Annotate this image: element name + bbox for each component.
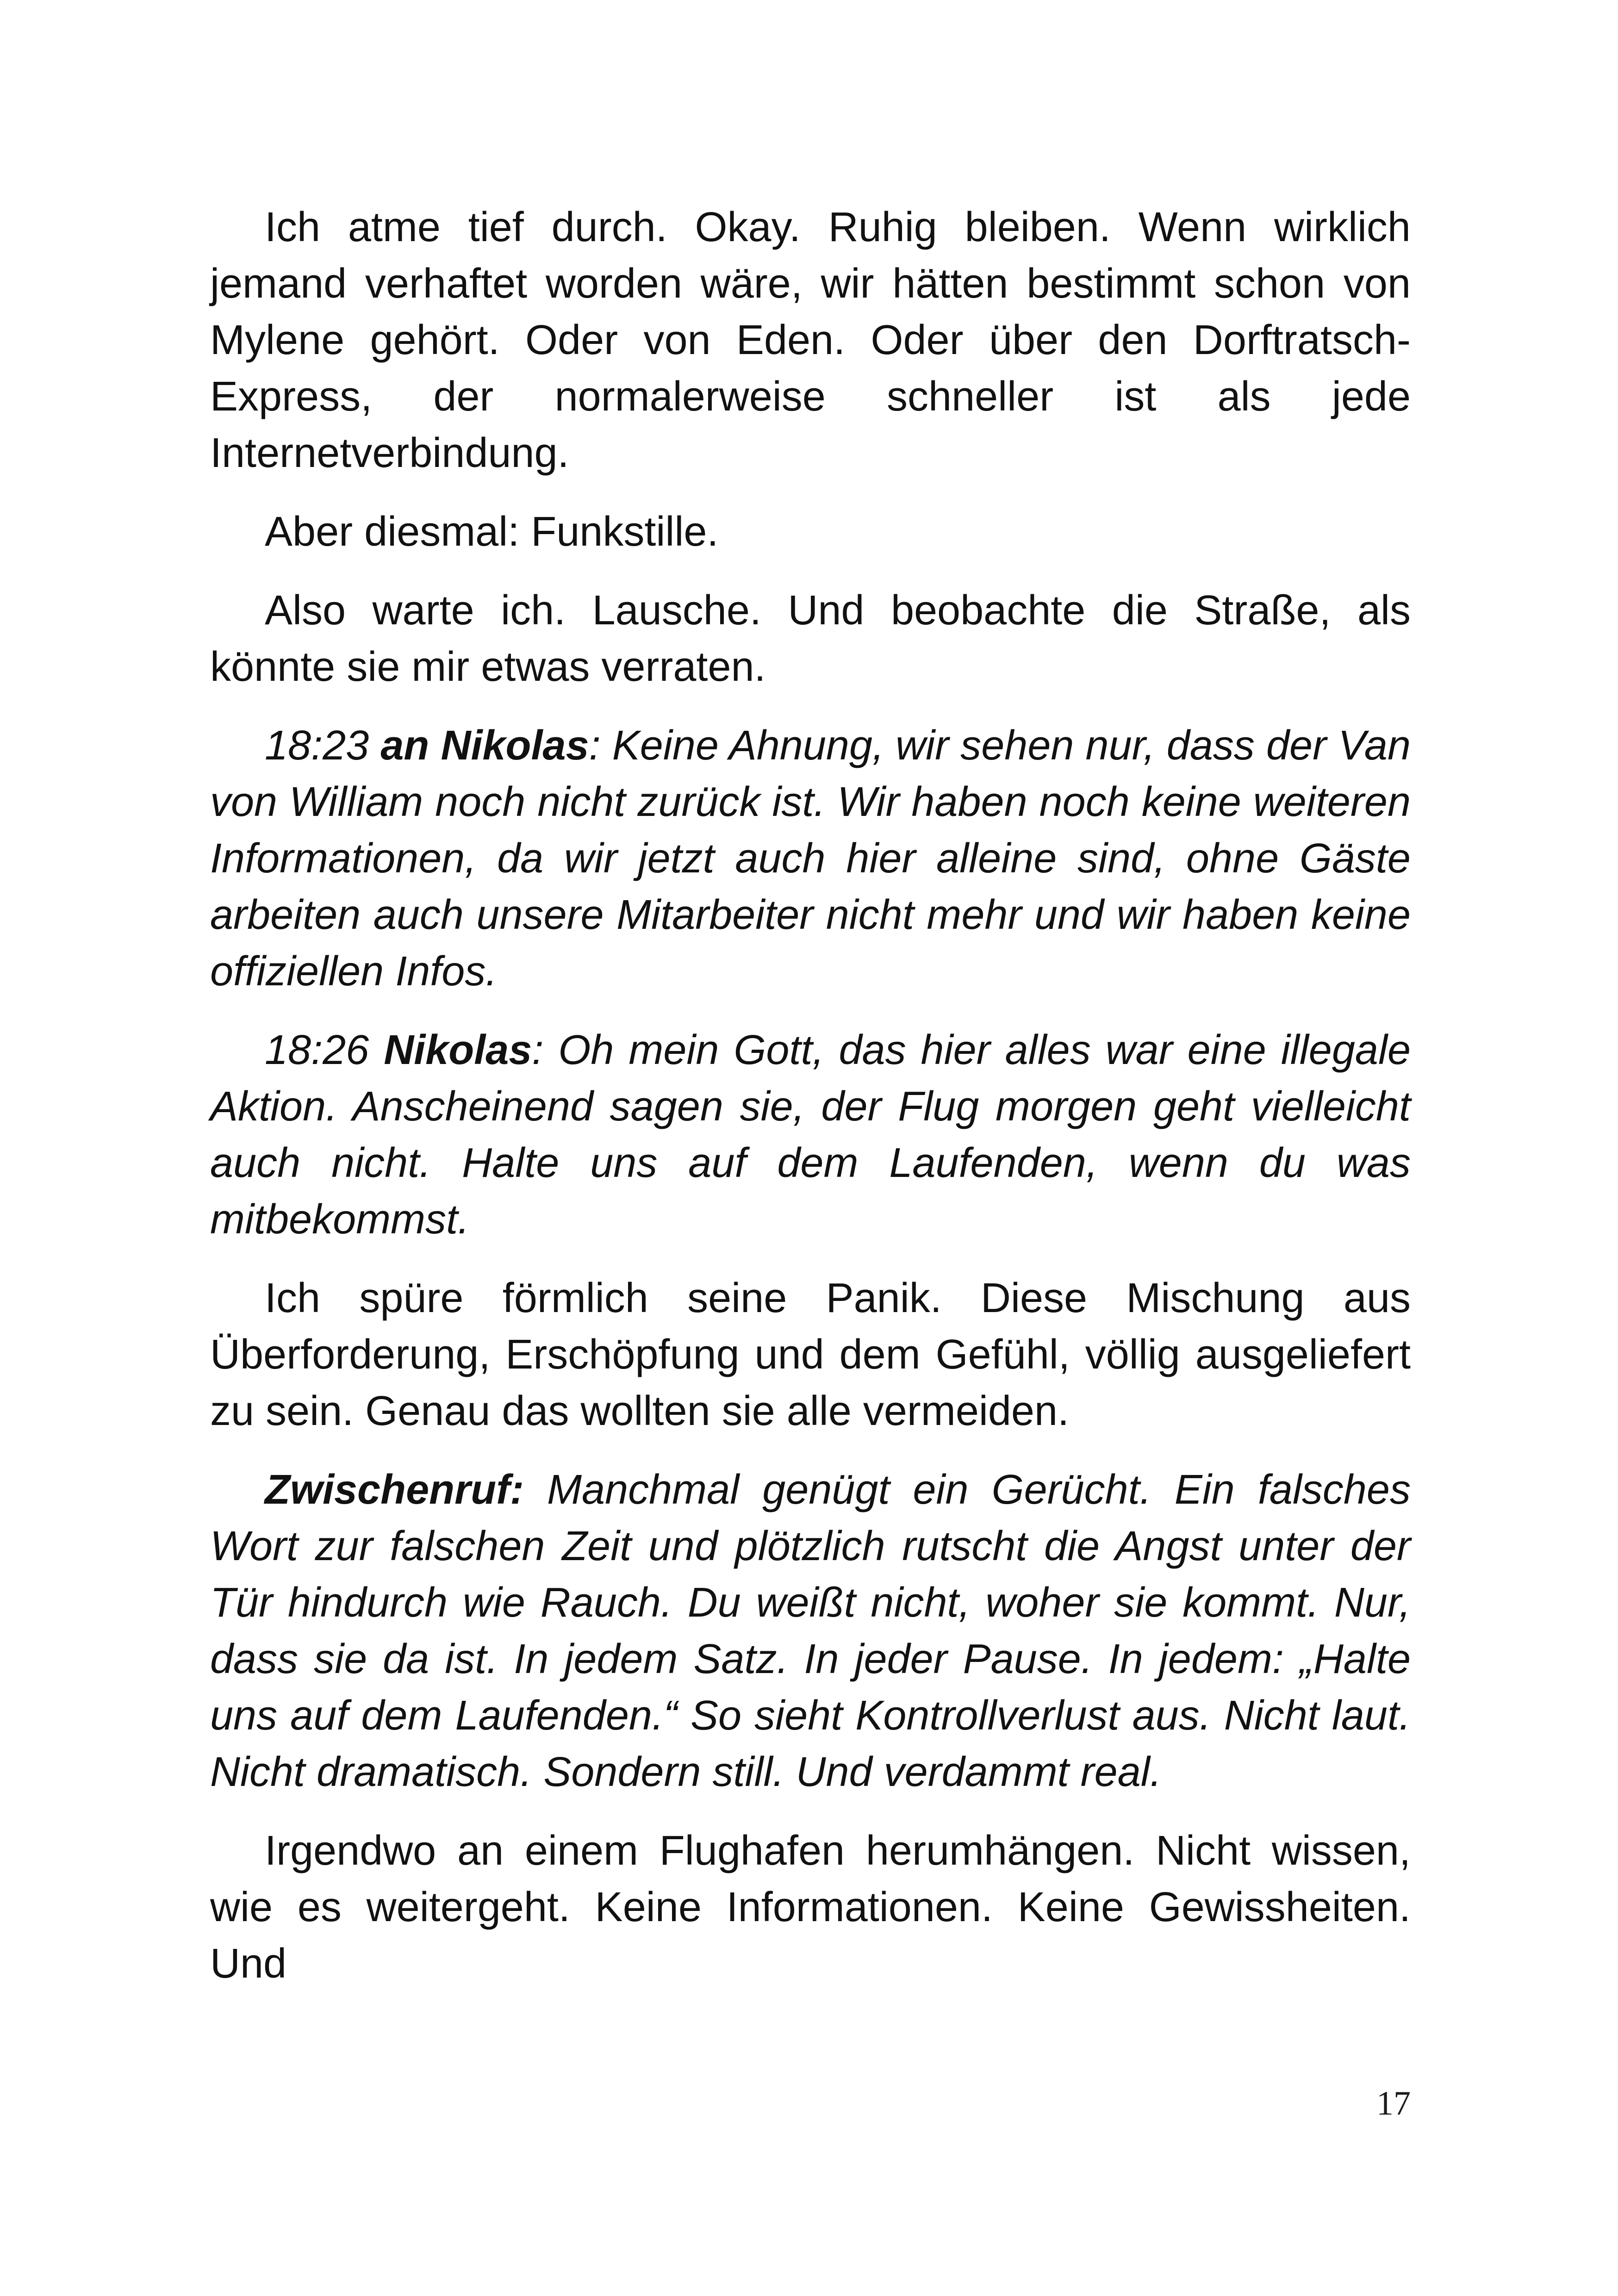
interjection-label: Zwischenruf: xyxy=(265,1467,524,1513)
paragraph-6 xyxy=(210,1270,1411,1439)
paragraph-text: Ich spüre förmlich seine Panik. Diese Mischung aus Überforderung, Erschöpfung und dem Gefühl, völlig ausgeliefert zu sein. Genau das wollten sie alle vermeiden. xyxy=(210,1275,1411,1434)
message-paragraph-1 xyxy=(210,717,1411,1000)
message-paragraph-2 xyxy=(210,1022,1411,1248)
message-text: : Keine Ahnung, wir sehen nur, dass der Van von William noch nicht zurück ist. Wir haben noch keine weiteren Informationen, da wir jetzt auch hier alleine sind, ohne Gäste arbeiten auch unsere Mitarbeiter nicht mehr und wir haben keine offiziellen Infos. xyxy=(210,722,1411,995)
message-timestamp: 18:23 xyxy=(265,722,381,769)
paragraph-8 xyxy=(210,1823,1411,1992)
body-text xyxy=(210,199,1411,2014)
paragraph-text: Aber diesmal: Funkstille. xyxy=(265,509,719,555)
page-number: 17 xyxy=(1376,2084,1411,2122)
paragraph-text: Irgendwo an einem Flughafen herumhängen. Nicht wissen, wie es weitergeht. Keine Informationen. Keine Gewissheiten. Und xyxy=(210,1828,1411,1987)
message-timestamp: 18:26 xyxy=(265,1027,384,1073)
paragraph-text: Also warte ich. Lausche. Und beobachte die Straße, als könnte sie mir etwas verraten. xyxy=(210,587,1411,690)
interjection-paragraph xyxy=(210,1462,1411,1800)
interjection-text: Manchmal genügt ein Gerücht. Ein falsches Wort zur falschen Zeit und plötzlich rutscht die Angst unter der Tür hindurch wie Rauch. Du weißt nicht, woher sie kommt. Nur, dass sie da ist. In jedem Satz. In jeder Pause. In jedem: „Halte uns auf dem Laufenden.“ So sieht Kontrollverlust aus. Nicht laut. Nicht dramatisch. Sondern still. Und verdammt real. xyxy=(210,1467,1411,1795)
message-speaker: an Nikolas xyxy=(380,722,589,769)
paragraph-text: Ich atme tief durch. Okay. Ruhig bleiben. Wenn wirklich jemand verhaftet worden wäre, wir hätten bestimmt schon von Mylene gehört. Oder von Eden. Oder über den Dorftratsch-Express, der normalerweise schneller ist als jede Internetverbindung. xyxy=(210,204,1411,476)
paragraph-2 xyxy=(210,504,1411,560)
message-speaker: Nikolas xyxy=(384,1027,532,1073)
paragraph-3 xyxy=(210,582,1411,695)
paragraph-1 xyxy=(210,199,1411,481)
message-text: : Oh mein Gott, das hier alles war eine illegale Aktion. Anscheinend sagen sie, der Flug morgen geht vielleicht auch nicht. Halte uns auf dem Laufenden, wenn du was mitbekommst. xyxy=(210,1027,1411,1243)
